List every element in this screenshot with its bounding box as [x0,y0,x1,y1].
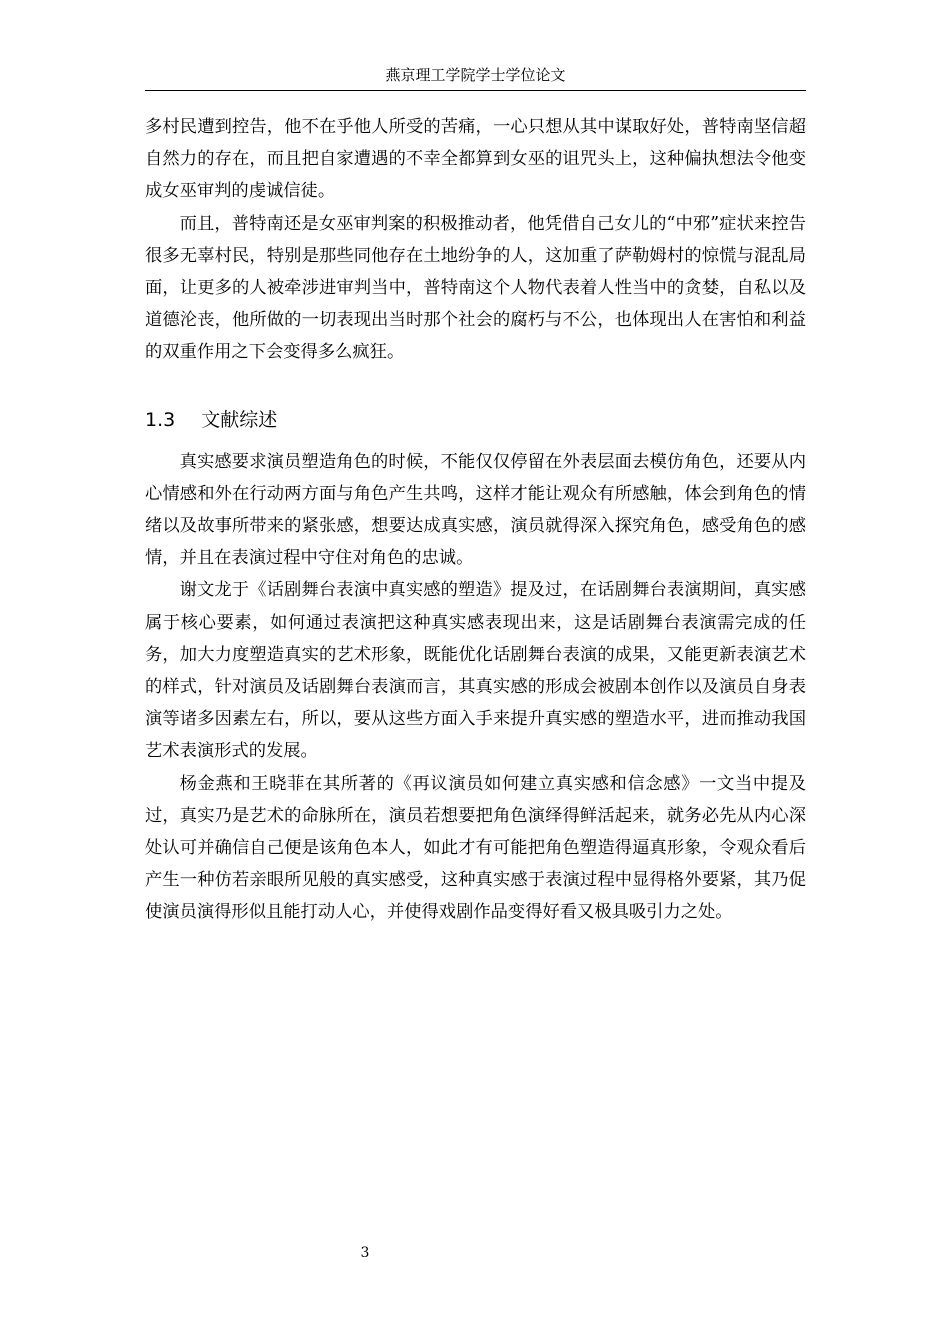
paragraph-realism: 真实感要求演员塑造角色的时候，不能仅仅停留在外表层面去模仿角色，还要从内心情感和外在行动两方面与角色产生共鸣，这样才能让观众有所感触，体会到角色的情绪以及故事所带来的紧张感，想要达成真实感，演员就得深入探究角色，感受角色的感情，并且在表演过程中守住对角色的忠诚。 [145,451,806,569]
page-number: 3 [360,1245,370,1261]
section-number: 1.3 [145,408,176,431]
page-header [145,62,806,91]
paragraph-yang-wang: 杨金燕和王晓菲在其所著的《再议演员如何建立真实感和信念感》一文当中提及过，真实乃是艺术的命脉所在，演员若想要把角色演绎得鲜活起来，就务必先从内心深处认可并确信自己便是该角色本人，如此才有可能把角色塑造得逼真形象，令观众看后产生一种仿若亲眼所见般的真实感受，这种真实感于表演过程中显得格外要紧，其乃促使演员演得形似且能打动人心，并使得戏剧作品变得好看又极具吸引力之处。 [145,773,806,923]
paragraph-xie-wenlong: 谢文龙于《话剧舞台表演中真实感的塑造》提及过，在话剧舞台表演期间，真实感属于核心要素，如何通过表演把这种真实感表现出来，这是话剧舞台表演需完成的任务，加大力度塑造真实的艺术形象，既能优化话剧舞台表演的成果，又能更新表演艺术的样式，针对演员及话剧舞台表演而言，其真实感的形成会被剧本创作以及演员自身表演等诸多因素左右，所以，要从这些方面入手来提升真实感的塑造水平，进而推动我国艺术表演形式的发展。 [145,580,806,762]
paragraph-continuation: 多村民遭到控告，他不在乎他人所受的苦痛，一心只想从其中谋取好处，普特南坚信超自然力的存在，而且把自家遭遇的不幸全都算到女巫的诅咒头上，这种偏执想法令他变成女巫审判的虔诚信徒。 [145,117,806,202]
section-title: 文献综述 [201,408,278,431]
paragraph-putnam: 而且，普特南还是女巫审判案的积极推动者，他凭借自己女儿的“中邪”症状来控告很多无辜村民，特别是那些同他存在土地纷争的人，这加重了萨勒姆村的惊慌与混乱局面，让更多的人被牵涉进审判当中，普特南这个人物代表着人性当中的贪婪，自私以及道德沦丧，他所做的一切表现出当时那个社会的腐朽与不公，也体现出人在害怕和利益的双重作用之下会变得多么疯狂。 [145,213,806,363]
header-title: 燕京理工学院学士学位论文 [385,66,566,84]
page-content [145,111,806,929]
section-heading [145,404,806,436]
